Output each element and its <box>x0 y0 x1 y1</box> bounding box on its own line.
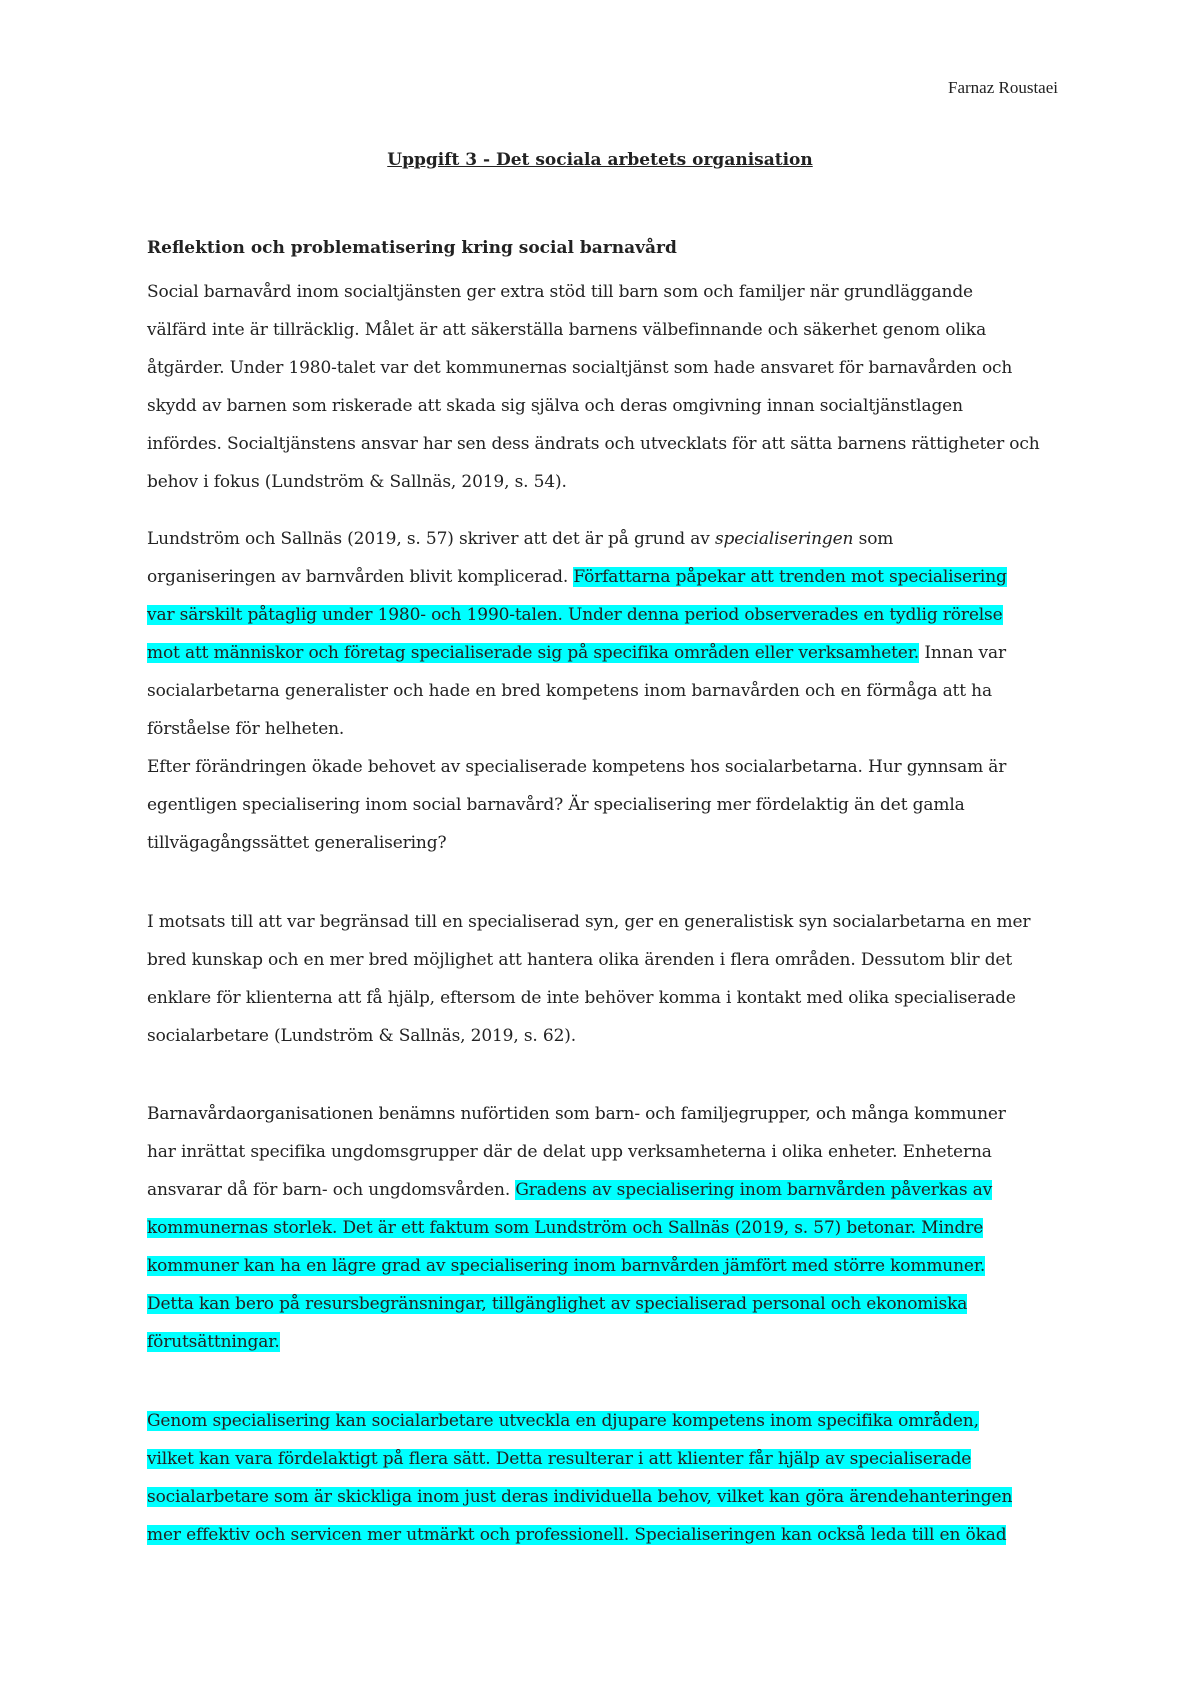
paragraph-4-line <box>147 1330 280 1354</box>
paragraph-2-line <box>147 527 893 551</box>
paragraph-3-line: enklare för klienterna att få hjälp, eftersom de inte behöver komma i kontakt med olika specialiserade <box>147 988 1016 1008</box>
paragraph-2-line <box>147 603 1003 627</box>
text-run: ansvarar då för barn- och ungdomsvården. <box>147 1180 516 1200</box>
text-run: Innan var <box>919 643 1006 663</box>
emphasized-term: specialiseringen <box>714 529 854 549</box>
paragraph-3-line: bred kunskap och en mer bred möjlighet att hantera olika ärenden i flera områden. Dessutom blir det <box>147 950 1013 970</box>
paragraph-5-line <box>147 1485 1012 1509</box>
paragraph-2-line: socialarbetarna generalister och hade en bred kompetens inom barnavården och en förmåga att ha <box>147 681 992 701</box>
highlighted-text: mer effektiv och servicen mer utmärkt och professionell. Specialiseringen kan också leda till en ökad <box>147 1525 1007 1545</box>
paragraph-1-line: välfärd inte är tillräcklig. Målet är att säkerställa barnens välbefinnande och säkerhet genom olika <box>147 320 987 340</box>
highlighted-text: vilket kan vara fördelaktigt på flera sätt. Detta resulterar i att klienter får hjälp av specialiserade <box>147 1449 972 1469</box>
paragraph-3-line: socialarbetare (Lundström & Sallnäs, 2019, s. 62). <box>147 1026 576 1046</box>
text-run: Lundström och Sallnäs (2019, s. 57) skriver att det är på grund av <box>147 529 715 549</box>
section-heading: Reflektion och problematisering kring social barnavård <box>147 238 677 258</box>
paragraph-4-line <box>147 1292 967 1316</box>
paragraph-2-line: Efter förändringen ökade behovet av specialiserade kompetens hos socialarbetarna. Hur gynnsam är <box>147 757 1007 777</box>
highlighted-text: kommunernas storlek. Det är ett faktum som Lundström och Sallnäs (2019, s. 57) betonar. Mindre <box>147 1218 984 1238</box>
paragraph-5-line <box>147 1523 1006 1547</box>
paragraph-2-line <box>147 565 1007 589</box>
paragraph-1-line: behov i fokus (Lundström & Sallnäs, 2019, s. 54). <box>147 472 567 492</box>
highlighted-text: var särskilt påtaglig under 1980- och 1990-talen. Under denna period observerades en tydlig rörelse <box>147 605 1003 625</box>
paragraph-2-line: förståelse för helheten. <box>147 719 345 739</box>
paragraph-1-line: infördes. Socialtjänstens ansvar har sen dess ändrats och utvecklats för att sätta barnens rättigheter och <box>147 434 1040 454</box>
paragraph-1-line: Social barnavård inom socialtjänsten ger extra stöd till barn som och familjer när grundläggande <box>147 282 973 302</box>
highlighted-text: mot att människor och företag specialiserade sig på specifika områden eller verksamheter. <box>147 643 920 663</box>
highlighted-text: Genom specialisering kan socialarbetare utveckla en djupare kompetens inom specifika områden, <box>147 1411 979 1431</box>
paragraph-4-line: har inrättat specifika ungdomsgrupper där de delat upp verksamheterna i olika enheter. Enheterna <box>147 1142 992 1162</box>
author-name: Farnaz Roustaei <box>948 78 1058 97</box>
highlighted-text: socialarbetare som är skickliga inom just deras individuella behov, vilket kan göra ärendehanteringen <box>147 1487 1013 1507</box>
highlighted-text: förutsättningar. <box>147 1332 280 1352</box>
paragraph-5-line <box>147 1447 971 1471</box>
text-run: organiseringen av barnvården blivit komplicerad. <box>147 567 574 587</box>
paragraph-4-line: Barnavårdaorganisationen benämns nuförtiden som barn- och familjegrupper, och många kommuner <box>147 1104 1006 1124</box>
highlighted-text: Detta kan bero på resursbegränsningar, tillgänglighet av specialiserad personal och ekonomiska <box>147 1294 968 1314</box>
paragraph-5-line <box>147 1409 979 1433</box>
paragraph-4-line <box>147 1216 983 1240</box>
paragraph-2-line: tillvägagångssättet generalisering? <box>147 833 447 853</box>
highlighted-text: Gradens av specialisering inom barnvården påverkas av <box>515 1180 993 1200</box>
paragraph-3-line: I motsats till att var begränsad till en specialiserad syn, ger en generalistisk syn socialarbetarna en mer <box>147 912 1031 932</box>
paragraph-1-line: åtgärder. Under 1980-talet var det kommunernas socialtjänst som hade ansvaret för barnavården och <box>147 358 1013 378</box>
text-run: som <box>853 529 894 549</box>
paragraph-4-line <box>147 1254 985 1278</box>
paragraph-4-line <box>147 1178 992 1202</box>
paragraph-2-line <box>147 641 1006 665</box>
paragraph-1-line: skydd av barnen som riskerade att skada sig själva och deras omgivning innan socialtjänstlagen <box>147 396 963 416</box>
document-title: Uppgift 3 - Det sociala arbetets organisation <box>387 150 813 170</box>
paragraph-2-line: egentligen specialisering inom social barnavård? Är specialisering mer fördelaktig än det gamla <box>147 795 965 815</box>
highlighted-text: kommuner kan ha en lägre grad av specialisering inom barnvården jämfört med större kommuner. <box>147 1256 986 1276</box>
highlighted-text: Författarna påpekar att trenden mot specialisering <box>573 567 1007 587</box>
